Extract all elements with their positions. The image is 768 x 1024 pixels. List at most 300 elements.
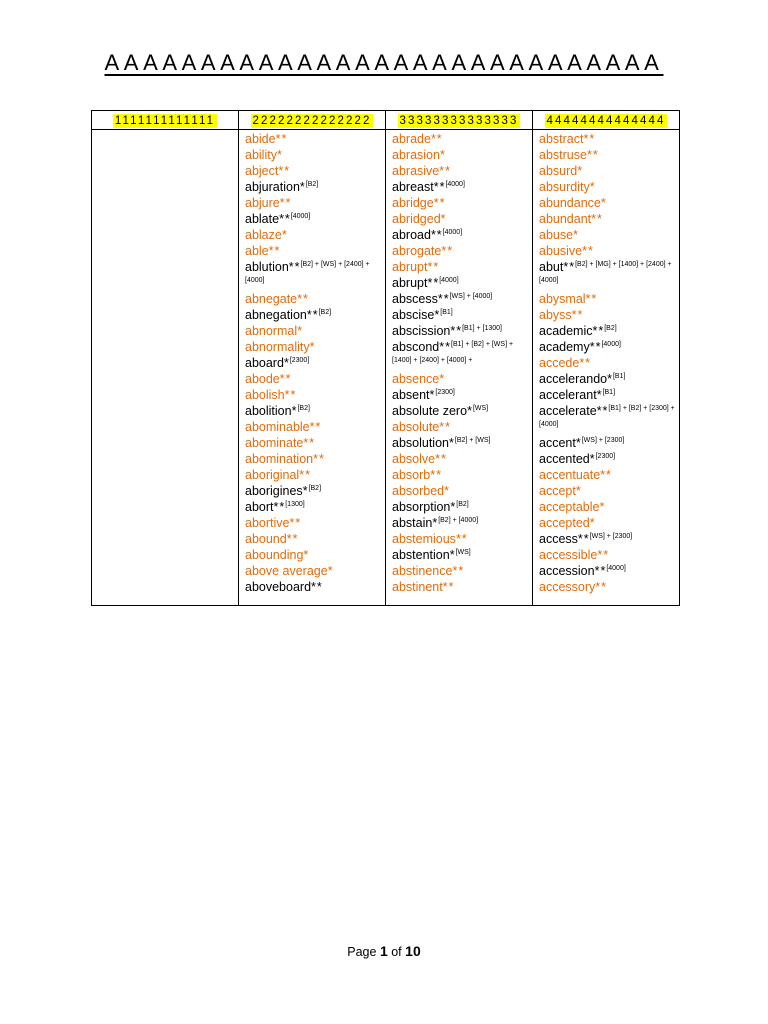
word-entry: [245, 179, 381, 195]
source-tags: [B2]: [308, 485, 322, 492]
word-entry: [539, 195, 675, 211]
source-tags: [B2]: [604, 325, 617, 332]
source-tags: [B1] + [1300]: [462, 325, 503, 332]
source-tags: [B2] + [WS] + [2400] + [4000]: [245, 261, 370, 284]
rating-stars: **: [273, 500, 286, 514]
rating-stars: **: [303, 436, 316, 450]
column-header-2: 22222222222222: [252, 115, 372, 127]
rating-stars: **: [589, 340, 602, 354]
rating-stars: *: [439, 148, 446, 162]
rating-stars: **: [582, 244, 594, 258]
word-text: abound: [245, 532, 287, 546]
source-tags: [4000]: [290, 213, 311, 220]
source-tags: [B2]: [456, 501, 469, 508]
rating-stars: **: [579, 356, 592, 370]
word-text: abrade: [392, 132, 431, 146]
source-tags: [B2]: [305, 181, 319, 188]
word-text: absolute zero: [392, 404, 468, 418]
word-text: abstain: [392, 516, 433, 530]
rating-stars: **: [600, 468, 612, 482]
rating-stars: **: [275, 132, 288, 146]
source-tags: [WS]: [455, 549, 471, 556]
column-header-cell: [239, 111, 386, 130]
source-tags: [B2]: [297, 405, 310, 412]
word-text: ablaze: [245, 228, 282, 242]
word-entry: [245, 483, 381, 499]
word-text: abroad: [392, 228, 431, 242]
rating-stars: *: [589, 452, 596, 466]
word-text: abortive: [245, 516, 290, 530]
word-column-1: [92, 130, 239, 606]
word-text: absence: [392, 372, 440, 386]
word-text: abstinence: [392, 564, 453, 578]
word-entry: [245, 195, 381, 211]
word-entry: [539, 467, 675, 483]
rating-stars: *: [327, 564, 334, 578]
rating-stars: *: [575, 436, 582, 450]
word-text: ablate: [245, 212, 280, 226]
rating-stars: **: [427, 260, 440, 274]
source-tags: [B2] + [WS]: [454, 437, 491, 444]
rating-stars: **: [279, 372, 292, 386]
rating-stars: *: [450, 500, 457, 514]
word-entry: [245, 323, 381, 339]
table-body-row: [92, 130, 680, 606]
word-entry: [392, 211, 528, 227]
word-text: abrupt: [392, 260, 428, 274]
word-text: abscess: [392, 292, 438, 306]
source-tags: [1300]: [285, 501, 305, 508]
word-entry: [392, 451, 528, 467]
rating-stars: *: [440, 212, 447, 226]
word-entry: [539, 179, 675, 195]
word-text: abnegate: [245, 292, 298, 306]
rating-stars: *: [467, 404, 473, 418]
word-text: aboveboard: [245, 580, 312, 594]
word-text: accessory: [539, 580, 596, 594]
rating-stars: **: [297, 292, 309, 306]
word-entry: [392, 259, 528, 275]
column-header-1: 1111111111111: [114, 115, 216, 127]
word-text: able: [245, 244, 269, 258]
rating-stars: *: [281, 228, 288, 242]
rating-stars: **: [286, 532, 299, 546]
word-entry: [539, 499, 675, 515]
word-entry: [539, 387, 675, 403]
rating-stars: **: [430, 132, 443, 146]
word-text: absurdity: [539, 180, 590, 194]
word-text: accept: [539, 484, 576, 498]
word-entry: [392, 275, 528, 291]
rating-stars: *: [429, 388, 436, 402]
rating-stars: **: [586, 148, 599, 162]
word-text: absent: [392, 388, 430, 402]
rating-stars: *: [444, 484, 450, 498]
rating-stars: *: [276, 148, 283, 162]
footer-of-label: of: [391, 945, 402, 959]
word-text: ablution: [245, 260, 289, 274]
word-entry: [245, 563, 381, 579]
word-text: accelerant: [539, 388, 597, 402]
source-tags: [B1]: [440, 309, 453, 316]
word-text: abscission: [392, 324, 451, 338]
word-entry: [392, 531, 528, 547]
word-entry: [245, 547, 381, 563]
rating-stars: **: [595, 580, 608, 594]
word-entry: [392, 467, 528, 483]
rating-stars: *: [573, 228, 579, 242]
word-entry: [245, 499, 381, 515]
rating-stars: *: [600, 196, 607, 210]
word-entry: [392, 483, 528, 499]
word-text: abuse: [539, 228, 574, 242]
rating-stars: **: [594, 564, 607, 578]
source-tags: [4000]: [601, 341, 621, 348]
rating-stars: *: [577, 164, 584, 178]
word-text: abjure: [245, 196, 280, 210]
word-entry: [392, 131, 528, 147]
word-entry: [245, 131, 381, 147]
column-header-cell: [92, 111, 239, 130]
word-text: abode: [245, 372, 280, 386]
rating-stars: *: [575, 484, 582, 498]
word-entry: [539, 483, 675, 499]
rating-stars: **: [591, 212, 603, 226]
word-entry: [392, 291, 528, 307]
word-entry: [539, 259, 675, 291]
word-text: abundant: [539, 212, 592, 226]
word-entry: [245, 227, 381, 243]
word-entry: [245, 211, 381, 227]
rating-stars: **: [430, 228, 443, 242]
word-text: accessible: [539, 548, 598, 562]
word-text: absorb: [392, 468, 431, 482]
word-entry: [245, 147, 381, 163]
rating-stars: **: [437, 292, 450, 306]
rating-stars: **: [441, 244, 454, 258]
source-tags: [4000]: [606, 565, 626, 572]
word-entry: [392, 515, 528, 531]
source-tags: [B2] + [MG] + [1400] + [2400] + [4000]: [539, 261, 672, 284]
word-text: abolition: [245, 404, 292, 418]
word-text: abreast: [392, 180, 434, 194]
word-entry: [245, 355, 381, 371]
rating-stars: **: [430, 468, 442, 482]
footer-page-total: 10: [405, 943, 421, 959]
source-tags: [WS] + [4000]: [449, 293, 493, 300]
rating-stars: *: [434, 308, 441, 322]
word-entry: [539, 547, 675, 563]
rating-stars: **: [289, 516, 302, 530]
word-entry: [245, 243, 381, 259]
word-entry: [539, 563, 675, 579]
word-text: absolute: [392, 420, 440, 434]
word-text: access: [539, 532, 578, 546]
word-text: abridge: [392, 196, 434, 210]
word-text: abut: [539, 260, 564, 274]
page-footer: [0, 943, 768, 959]
rating-stars: **: [313, 452, 325, 466]
rating-stars: **: [433, 180, 446, 194]
word-text: absolution: [392, 436, 449, 450]
word-text: abstruse: [539, 148, 587, 162]
rating-stars: **: [427, 276, 440, 290]
word-entry: [245, 579, 381, 595]
word-text: abomination: [245, 452, 314, 466]
rating-stars: **: [571, 308, 584, 322]
word-text: aborigines: [245, 484, 303, 498]
word-entry: [539, 579, 675, 595]
word-text: accede: [539, 356, 580, 370]
footer-page-label: Page: [347, 945, 377, 959]
source-tags: [4000]: [439, 277, 459, 284]
word-entry: [245, 419, 381, 435]
word-column-2: [239, 130, 386, 606]
rating-stars: **: [450, 324, 463, 338]
word-text: abrogate: [392, 244, 442, 258]
rating-stars: **: [583, 132, 596, 146]
rating-stars: **: [309, 420, 322, 434]
word-text: academy: [539, 340, 590, 354]
word-text: abyss: [539, 308, 572, 322]
rating-stars: *: [432, 516, 439, 530]
word-column-3: [386, 130, 533, 606]
word-text: absorption: [392, 500, 451, 514]
word-entry: [539, 211, 675, 227]
word-entry: [539, 515, 675, 531]
word-text: abnegation: [245, 308, 307, 322]
word-text: abstract: [539, 132, 584, 146]
word-text: accent: [539, 436, 576, 450]
word-entry: [392, 435, 528, 451]
word-entry: [539, 243, 675, 259]
source-tags: [B1] + [B2] + [WS] + [1400] + [2400] + [4000] +: [392, 341, 514, 364]
word-entry: [539, 163, 675, 179]
rating-stars: *: [303, 548, 310, 562]
rating-stars: *: [297, 324, 303, 338]
rating-stars: **: [439, 164, 451, 178]
word-entry: [392, 579, 528, 595]
word-text: above average: [245, 564, 328, 578]
rating-stars: *: [449, 548, 456, 562]
source-tags: [2300]: [289, 357, 310, 364]
rating-stars: **: [596, 404, 609, 418]
word-entry: [539, 227, 675, 243]
column-header-4: 44444444444444: [546, 115, 666, 127]
word-text: abort: [245, 500, 274, 514]
word-text: accepted: [539, 516, 590, 530]
word-entry: [539, 339, 675, 355]
source-tags: [4000]: [445, 181, 465, 188]
word-entry: [245, 531, 381, 547]
word-text: abrasion: [392, 148, 440, 162]
rating-stars: **: [577, 532, 590, 546]
word-entry: [392, 563, 528, 579]
word-entry: [539, 371, 675, 387]
column-header-cell: [386, 111, 533, 130]
word-entry: [539, 131, 675, 147]
rating-stars: **: [439, 340, 451, 354]
rating-stars: *: [299, 180, 306, 194]
word-text: aboard: [245, 356, 284, 370]
word-text: abolish: [245, 388, 285, 402]
word-text: accented: [539, 452, 590, 466]
word-entry: [392, 371, 528, 387]
word-entry: [392, 323, 528, 339]
word-text: absurd: [539, 164, 578, 178]
rating-stars: *: [599, 500, 606, 514]
word-text: abridged: [392, 212, 441, 226]
rating-stars: *: [607, 372, 613, 386]
word-entry: [245, 307, 381, 323]
word-text: abrasive: [392, 164, 440, 178]
word-text: abominable: [245, 420, 310, 434]
word-entry: [539, 403, 675, 435]
word-entry: [245, 163, 381, 179]
rating-stars: **: [299, 468, 311, 482]
word-entry: [539, 435, 675, 451]
source-tags: [WS] + [2300]: [589, 533, 633, 540]
word-entry: [392, 243, 528, 259]
word-entry: [539, 323, 675, 339]
word-entry: [245, 467, 381, 483]
word-text: abjuration: [245, 180, 300, 194]
rating-stars: **: [563, 260, 576, 274]
rating-stars: **: [311, 580, 323, 594]
word-entry: [245, 259, 381, 291]
word-entry: [539, 307, 675, 323]
word-text: abusive: [539, 244, 583, 258]
rating-stars: *: [302, 484, 309, 498]
word-text: abscise: [392, 308, 435, 322]
source-tags: [B1] + [B2] + [2300] + [4000]: [539, 405, 675, 428]
source-tags: [2300]: [595, 453, 616, 460]
footer-page-number: 1: [379, 943, 388, 959]
word-text: abominate: [245, 436, 304, 450]
word-text: abide: [245, 132, 276, 146]
column-header-cell: [533, 111, 680, 130]
word-entry: [392, 147, 528, 163]
rating-stars: *: [589, 516, 596, 530]
rating-stars: *: [449, 436, 455, 450]
source-tags: [2300]: [435, 389, 455, 396]
word-entry: [392, 227, 528, 243]
rating-stars: *: [283, 356, 290, 370]
word-entry: [245, 451, 381, 467]
rating-stars: *: [309, 340, 316, 354]
word-text: accession: [539, 564, 595, 578]
source-tags: [B2]: [318, 309, 332, 316]
word-text: ability: [245, 148, 277, 162]
word-entry: [245, 339, 381, 355]
rating-stars: **: [435, 452, 447, 466]
word-entry: [539, 451, 675, 467]
word-entry: [245, 435, 381, 451]
word-entry: [392, 195, 528, 211]
word-text: abnormality: [245, 340, 310, 354]
word-text: abundance: [539, 196, 601, 210]
word-entry: [392, 547, 528, 563]
rating-stars: **: [284, 388, 297, 402]
word-entry: [539, 531, 675, 547]
rating-stars: **: [592, 324, 605, 338]
word-text: abounding: [245, 548, 304, 562]
rating-stars: **: [433, 196, 446, 210]
word-entry: [392, 163, 528, 179]
word-entry: [392, 499, 528, 515]
rating-stars: **: [439, 420, 451, 434]
word-text: abject: [245, 164, 279, 178]
word-entry: [539, 147, 675, 163]
word-entry: [539, 291, 675, 307]
word-entry: [392, 179, 528, 195]
word-text: absolve: [392, 452, 436, 466]
rating-stars: **: [455, 532, 468, 546]
rating-stars: *: [291, 404, 298, 418]
word-entry: [539, 355, 675, 371]
word-entry: [245, 371, 381, 387]
table-header-row: [92, 111, 680, 130]
word-text: accelerate: [539, 404, 597, 418]
word-text: accentuate: [539, 468, 601, 482]
word-entry: [392, 387, 528, 403]
source-tags: [B1]: [612, 373, 626, 380]
rating-stars: *: [596, 388, 603, 402]
rating-stars: **: [452, 564, 465, 578]
rating-stars: **: [279, 212, 291, 226]
word-entry: [392, 339, 528, 371]
word-entry: [245, 291, 381, 307]
word-entry: [392, 307, 528, 323]
rating-stars: **: [288, 260, 301, 274]
word-text: absorbed: [392, 484, 445, 498]
source-tags: [WS] + [2300]: [581, 437, 625, 444]
word-text: abrupt: [392, 276, 428, 290]
word-text: aboriginal: [245, 468, 300, 482]
word-entry: [392, 403, 528, 419]
word-text: abscond: [392, 340, 440, 354]
rating-stars: *: [589, 180, 596, 194]
word-text: abstemious: [392, 532, 456, 546]
page-title: AAAAAAAAAAAAAAAAAAAAAAAAAAAAA: [104, 50, 664, 75]
word-entry: [392, 419, 528, 435]
source-tags: [B1]: [602, 389, 616, 396]
word-entry: [245, 387, 381, 403]
vocabulary-table: [91, 110, 680, 606]
word-column-4: [533, 130, 680, 606]
rating-stars: **: [278, 164, 291, 178]
rating-stars: **: [279, 196, 292, 210]
source-tags: [4000]: [442, 229, 463, 236]
word-text: abnormal: [245, 324, 298, 338]
word-text: abstention: [392, 548, 450, 562]
word-text: acceptable: [539, 500, 600, 514]
word-text: abstinent: [392, 580, 443, 594]
source-tags: [WS]: [472, 405, 489, 412]
rating-stars: **: [597, 548, 610, 562]
word-entry: [245, 403, 381, 419]
word-text: academic: [539, 324, 593, 338]
source-tags: [B2] + [4000]: [438, 517, 479, 524]
word-text: accelerando: [539, 372, 608, 386]
rating-stars: **: [442, 580, 455, 594]
column-header-3: 33333333333333: [399, 115, 519, 127]
word-entry: [245, 515, 381, 531]
word-text: abysmal: [539, 292, 586, 306]
rating-stars: **: [268, 244, 281, 258]
rating-stars: *: [439, 372, 446, 386]
rating-stars: **: [306, 308, 319, 322]
